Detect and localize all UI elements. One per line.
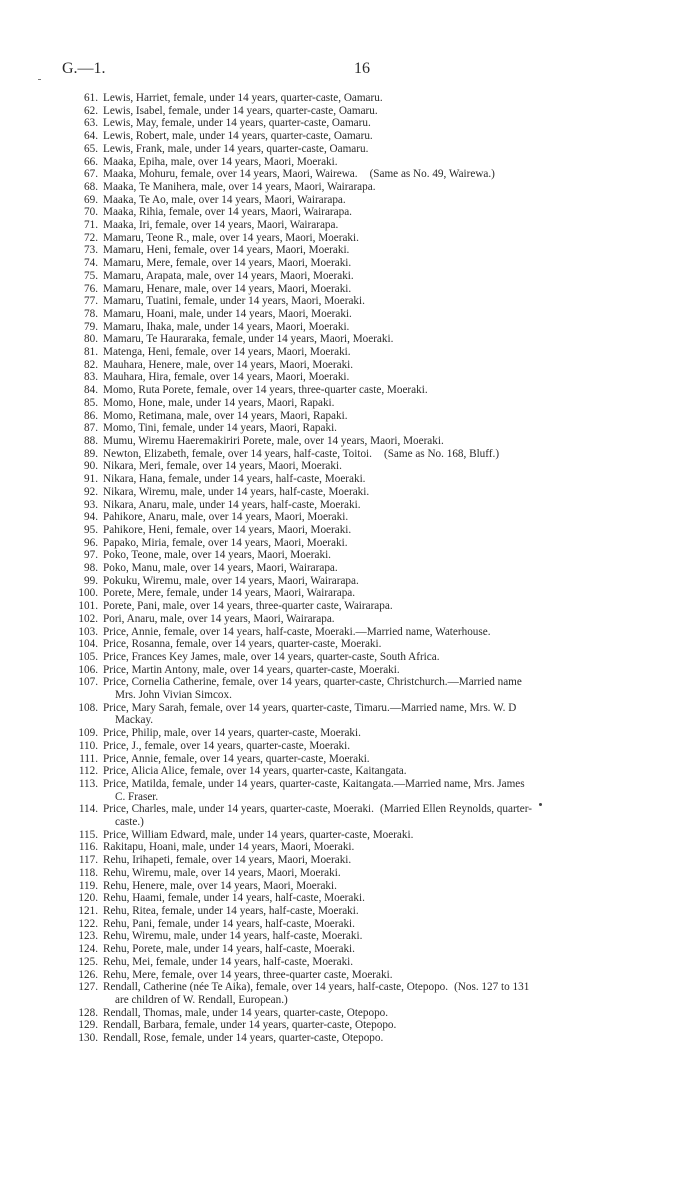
list-item: [62, 727, 682, 740]
entry-text: [103, 283, 682, 296]
entry-number: 61.: [84, 92, 98, 104]
list-item: [62, 397, 682, 410]
entry-main: Rehu, Pani, female, under 14 years, half-caste, Moeraki.: [103, 917, 355, 930]
entry-number: 91.: [84, 473, 98, 486]
entry-main: Rendall, Rose, female, under 14 years, quarter-caste, Otepopo.: [103, 1032, 384, 1045]
entry-main: Rendall, Catherine (née Te Aika), female, over 14 years, half-caste, Otepopo.: [103, 981, 449, 994]
entry-main: Momo, Tini, female, under 14 years, Maori, Rapaki.: [103, 422, 337, 435]
entry-text: [103, 905, 682, 918]
entry-number: 66.: [84, 155, 98, 168]
entry-main: Lewis, Frank, male, under 14 years, quarter-caste, Oamaru.: [103, 142, 369, 155]
entry-main: Pahikore, Heni, female, over 14 years, Maori, Moeraki.: [103, 523, 352, 536]
entry-main: Rehu, Henere, male, over 14 years, Maori, Moeraki.: [103, 879, 337, 892]
entry-number: 125.: [78, 955, 98, 968]
entry-main: Rehu, Wiremu, male, under 14 years, half-caste, Moeraki.: [103, 930, 363, 943]
entry-text: [103, 117, 682, 130]
list-item: [62, 905, 682, 918]
entry-text: [103, 156, 682, 169]
list-item: [62, 638, 682, 651]
entry-number: 116.: [78, 841, 98, 854]
entry-main: Nikara, Meri, female, over 14 years, Maori, Moeraki.: [103, 460, 342, 473]
entry-number: 113.: [78, 777, 98, 790]
entry-number: 130.: [78, 1032, 98, 1045]
margin-mark: [38, 79, 41, 80]
entry-note: (Same as No. 168, Bluff.): [383, 447, 500, 460]
entry-text: [103, 257, 682, 270]
list-item: [62, 575, 682, 588]
entry-number: 85.: [84, 396, 98, 409]
entry-main: Mamaru, Tuatini, female, under 14 years, Maori, Moeraki.: [103, 295, 365, 308]
entry-text: [103, 308, 682, 321]
entry-number: 105.: [78, 650, 98, 663]
entry-main: Pokuku, Wiremu, male, over 14 years, Maori, Wairarapa.: [103, 574, 359, 587]
entry-number: 82.: [84, 358, 98, 371]
entry-text: [103, 232, 682, 245]
entry-main: Lewis, Isabel, female, under 14 years, quarter-caste, Oamaru.: [103, 104, 378, 117]
list-item: [62, 206, 682, 219]
entry-text: [103, 384, 682, 397]
entry-text: [103, 981, 682, 1006]
list-item: [62, 359, 682, 372]
entry-text: [103, 892, 682, 905]
entry-text: [103, 486, 682, 499]
list-item: [62, 422, 682, 435]
entry-text: [103, 930, 682, 943]
entry-main: Rendall, Thomas, male, under 14 years, quarter-caste, Otepopo.: [103, 1006, 389, 1019]
entry-main: Poko, Teone, male, over 14 years, Maori, Moeraki.: [103, 549, 331, 562]
list-item: [62, 219, 682, 232]
entry-main: Momo, Retimana, male, over 14 years, Maori, Rapaki.: [103, 409, 348, 422]
entry-number: 127.: [78, 981, 98, 994]
entry-text: [103, 448, 682, 461]
list-item: [62, 956, 682, 969]
entry-main: Mamaru, Hoani, male, under 14 years, Maori, Moeraki.: [103, 307, 352, 320]
entry-main: Lewis, May, female, under 14 years, quarter-caste, Oamaru.: [103, 117, 371, 130]
list-item: [62, 486, 682, 499]
entry-number: 69.: [84, 193, 98, 206]
entry-continuation: caste.): [115, 816, 144, 829]
entry-text: [103, 435, 682, 448]
entry-main: Price, J., female, over 14 years, quarter-caste, Moeraki.: [103, 739, 351, 752]
entry-main: Maaka, Te Ao, male, over 14 years, Maori, Wairarapa.: [103, 193, 346, 206]
list-item: [62, 308, 682, 321]
list-item: [62, 117, 682, 130]
entry-text: [103, 473, 682, 486]
entry-number: 118.: [78, 866, 98, 879]
entry-text: [103, 600, 682, 613]
entry-text: [103, 778, 682, 803]
entry-main: Rakitapu, Hoani, male, under 14 years, Maori, Moeraki.: [103, 841, 355, 854]
entry-continuation: Mackay.: [115, 714, 154, 727]
list-item: [62, 295, 682, 308]
entry-number: 114.: [78, 803, 98, 816]
entry-number: 89.: [84, 447, 98, 460]
list-item: [62, 587, 682, 600]
entry-number: 102.: [78, 612, 98, 625]
entry-number: 84.: [84, 384, 98, 397]
entry-main: Price, Martin Antony, male, over 14 years, quarter-caste, Moeraki.: [103, 663, 400, 676]
entry-text: [103, 130, 682, 143]
list-item: [62, 778, 682, 803]
entry-text: [103, 460, 682, 473]
entry-text: [103, 626, 682, 639]
entry-text: [103, 270, 682, 283]
entry-number: 64.: [84, 130, 98, 143]
entry-number: 86.: [84, 409, 98, 422]
list-item: [62, 651, 682, 664]
entry-number: 106.: [78, 663, 98, 676]
entry-main: Mamaru, Mere, female, over 14 years, Maori, Moeraki.: [103, 257, 352, 270]
entry-main: Rehu, Haami, female, under 14 years, half-caste, Moeraki.: [103, 892, 365, 905]
list-item: [62, 702, 682, 727]
entry-continuation: are children of W. Rendall, European.): [115, 993, 288, 1006]
entry-text: [103, 562, 682, 575]
entry-main: Price, Annie, female, over 14 years, quarter-caste, Moeraki.: [103, 752, 370, 765]
entry-main: Price, Charles, male, under 14 years, quarter-caste, Moeraki.: [103, 803, 374, 816]
entry-main: Price, William Edward, male, under 14 years, quarter-caste, Moeraki.: [103, 828, 414, 841]
list-item: [62, 613, 682, 626]
entry-number: 65.: [84, 142, 98, 155]
entry-text: [103, 638, 682, 651]
entry-main: Nikara, Hana, female, under 14 years, half-caste, Moeraki.: [103, 473, 366, 486]
entry-text: [103, 422, 682, 435]
entry-text: [103, 346, 682, 359]
entry-main: Porete, Mere, female, under 14 years, Maori, Wairarapa.: [103, 587, 356, 600]
entry-text: [103, 397, 682, 410]
list-item: [62, 371, 682, 384]
list-item: [62, 600, 682, 613]
entry-number: 76.: [84, 282, 98, 295]
entry-main: Mamaru, Arapata, male, over 14 years, Maori, Moeraki.: [103, 269, 354, 282]
entry-number: 73.: [84, 244, 98, 257]
list-item: [62, 257, 682, 270]
entry-main: Rehu, Porete, male, under 14 years, half-caste, Moeraki.: [103, 943, 355, 956]
list-item: [62, 270, 682, 283]
entry-text: [103, 143, 682, 156]
entry-text: [103, 943, 682, 956]
entry-main: Porete, Pani, male, over 14 years, three-quarter caste, Wairarapa.: [103, 600, 393, 613]
entry-text: [103, 1007, 682, 1020]
list-item: [62, 92, 682, 105]
list-item: [62, 448, 682, 461]
page-header: [62, 60, 642, 80]
list-item: [62, 333, 682, 346]
entry-number: 62.: [84, 104, 98, 117]
entry-text: [103, 651, 682, 664]
list-item: [62, 524, 682, 537]
entry-main: Price, Rosanna, female, over 14 years, quarter-caste, Moeraki.: [103, 638, 382, 651]
list-item: [62, 130, 682, 143]
entry-number: 126.: [78, 968, 98, 981]
entry-text: [103, 105, 682, 118]
entry-number: 112.: [78, 765, 98, 778]
entry-number: 104.: [78, 638, 98, 651]
entry-main: Mamaru, Heni, female, over 14 years, Maori, Moeraki.: [103, 244, 350, 257]
entry-text: [103, 664, 682, 677]
entry-text: [103, 702, 682, 727]
entry-number: 128.: [78, 1006, 98, 1019]
list-item: [62, 841, 682, 854]
list-item: [62, 1007, 682, 1020]
list-item: [62, 194, 682, 207]
entry-text: [103, 753, 682, 766]
entry-number: 129.: [78, 1019, 98, 1032]
entry-number: 123.: [78, 930, 98, 943]
entry-text: [103, 168, 682, 181]
entry-main: Mamaru, Ihaka, male, under 14 years, Maori, Moeraki.: [103, 320, 350, 333]
entry-text: [103, 740, 682, 753]
entry-main: Momo, Hone, male, under 14 years, Maori, Rapaki.: [103, 396, 335, 409]
list-item: [62, 143, 682, 156]
entry-main: Mamaru, Teone R., male, over 14 years, Maori, Moeraki.: [103, 231, 359, 244]
entry-main: Price, Annie, female, over 14 years, half-caste, Moeraki.—Married name, Waterhouse.: [103, 625, 491, 638]
entry-main: Rehu, Wiremu, male, over 14 years, Maori, Moeraki.: [103, 866, 341, 879]
entry-text: [103, 410, 682, 423]
entry-text: [103, 880, 682, 893]
entry-main: Papako, Miria, female, over 14 years, Maori, Moeraki.: [103, 536, 348, 549]
list-item: [62, 460, 682, 473]
entry-number: 121.: [78, 905, 98, 917]
entry-main: Maaka, Rihia, female, over 14 years, Maori, Wairarapa.: [103, 206, 352, 219]
entry-main: Rehu, Mere, female, over 14 years, three-quarter caste, Moeraki.: [103, 968, 393, 981]
register-list: [62, 92, 682, 1045]
entry-text: [103, 194, 682, 207]
entry-main: Poko, Manu, male, over 14 years, Maori, Wairarapa.: [103, 562, 338, 575]
list-item: [62, 664, 682, 677]
list-item: [62, 346, 682, 359]
entry-text: [103, 206, 682, 219]
entry-number: 95.: [84, 523, 98, 536]
list-item: [62, 168, 682, 181]
entry-number: 83.: [84, 371, 98, 384]
entry-continuation: C. Fraser.: [115, 790, 159, 803]
list-item: [62, 765, 682, 778]
entry-main: Maaka, Iri, female, over 14 years, Maori, Wairarapa.: [103, 219, 339, 232]
entry-text: [103, 333, 682, 346]
list-item: [62, 384, 682, 397]
entry-note: (Nos. 127 to 131: [454, 981, 530, 994]
entry-number: 81.: [84, 346, 98, 359]
entry-text: [103, 956, 682, 969]
entry-number: 80.: [84, 333, 98, 346]
entry-number: 94.: [84, 511, 98, 524]
list-item: [62, 410, 682, 423]
entry-text: [103, 575, 682, 588]
entry-number: 90.: [84, 460, 98, 473]
entry-number: 120.: [78, 892, 98, 905]
entry-note: (Same as No. 49, Wairewa.): [369, 168, 495, 181]
entry-text: [103, 803, 682, 828]
entry-text: [103, 613, 682, 626]
entry-main: Pori, Anaru, male, over 14 years, Maori, Wairarapa.: [103, 612, 335, 625]
entry-number: 88.: [84, 434, 98, 447]
list-item: [62, 473, 682, 486]
entry-number: 99.: [84, 574, 98, 587]
list-item: [62, 283, 682, 296]
entry-number: 63.: [84, 117, 98, 130]
entry-text: [103, 92, 682, 105]
list-item: [62, 753, 682, 766]
entry-main: Rendall, Barbara, female, under 14 years, quarter-caste, Otepopo.: [103, 1019, 397, 1032]
list-item: [62, 854, 682, 867]
list-item: [62, 549, 682, 562]
entry-main: Mamaru, Te Hauraraka, female, under 14 years, Maori, Moeraki.: [103, 333, 394, 346]
entry-main: Lewis, Robert, male, under 14 years, quarter-caste, Oamaru.: [103, 130, 373, 143]
entry-text: [103, 371, 682, 384]
entry-main: Mauhara, Hira, female, over 14 years, Maori, Moeraki.: [103, 371, 350, 384]
entry-number: 101.: [78, 600, 98, 613]
entry-number: 96.: [84, 536, 98, 549]
entry-main: Matenga, Heni, female, over 14 years, Maori, Moeraki.: [103, 346, 351, 359]
list-item: [62, 981, 682, 1006]
entry-main: Momo, Ruta Porete, female, over 14 years, three-quarter caste, Moeraki.: [103, 384, 428, 397]
page-number: 16: [354, 60, 370, 77]
entry-main: Price, Cornelia Catherine, female, over 14 years, quarter-caste, Christchurch.—Married name: [103, 676, 522, 689]
entry-main: Price, Alicia Alice, female, over 14 years, quarter-caste, Kaitangata.: [103, 765, 407, 778]
entry-main: Newton, Elizabeth, female, over 14 years, half-caste, Toitoi.: [103, 447, 372, 460]
list-item: [62, 156, 682, 169]
entry-number: 74.: [84, 257, 98, 270]
entry-number: 111.: [79, 752, 98, 765]
entry-main: Pahikore, Anaru, male, over 14 years, Maori, Moeraki.: [103, 511, 349, 524]
list-item: [62, 562, 682, 575]
list-item: [62, 676, 682, 701]
entry-note: (Married Ellen Reynolds, quarter-: [379, 803, 532, 816]
list-item: [62, 918, 682, 931]
entry-number: 79.: [84, 320, 98, 333]
list-item: [62, 244, 682, 257]
entry-number: 78.: [84, 307, 98, 320]
entry-text: [103, 359, 682, 372]
entry-number: 75.: [84, 269, 98, 282]
list-item: [62, 435, 682, 448]
list-item: [62, 499, 682, 512]
entry-text: [103, 549, 682, 562]
list-item: [62, 740, 682, 753]
entry-text: [103, 1019, 682, 1032]
entry-number: 115.: [78, 828, 98, 841]
entry-main: Price, Matilda, female, under 14 years, quarter-caste, Kaitangata.—Married name, Mrs. James: [103, 777, 525, 790]
document-reference: G.—1.: [62, 60, 106, 77]
list-item: [62, 232, 682, 245]
entry-number: 109.: [78, 727, 98, 740]
entry-number: 72.: [84, 231, 98, 244]
entry-main: Mamaru, Henare, male, over 14 years, Maori, Moeraki.: [103, 282, 352, 295]
entry-text: [103, 511, 682, 524]
entry-main: Nikara, Wiremu, male, under 14 years, half-caste, Moeraki.: [103, 485, 370, 498]
list-item: [62, 867, 682, 880]
entry-main: Rehu, Ritea, female, under 14 years, half-caste, Moeraki.: [103, 905, 359, 917]
entry-number: 67.: [84, 168, 98, 181]
entry-text: [103, 676, 682, 701]
entry-text: [103, 295, 682, 308]
list-item: [62, 511, 682, 524]
entry-main: Maaka, Te Manihera, male, over 14 years, Maori, Wairarapa.: [103, 180, 376, 193]
entry-main: Price, Mary Sarah, female, over 14 years, quarter-caste, Timaru.—Married name, Mrs. W. D: [103, 701, 517, 714]
entry-number: 107.: [78, 676, 98, 689]
list-item: [62, 803, 682, 828]
entry-text: [103, 841, 682, 854]
entry-number: 124.: [78, 943, 98, 956]
list-item: [62, 1019, 682, 1032]
entry-number: 71.: [84, 219, 98, 232]
entry-number: 97.: [84, 549, 98, 562]
entry-number: 93.: [84, 498, 98, 511]
entry-main: Maaka, Epiha, male, over 14 years, Maori, Moeraki.: [103, 155, 338, 168]
entry-text: [103, 524, 682, 537]
list-item: [62, 1032, 682, 1045]
entry-text: [103, 219, 682, 232]
entry-main: Price, Frances Key James, male, over 14 years, quarter-caste, South Africa.: [103, 650, 440, 663]
entry-number: 68.: [84, 180, 98, 193]
entry-text: [103, 867, 682, 880]
entry-number: 70.: [84, 206, 98, 219]
list-item: [62, 943, 682, 956]
entry-text: [103, 765, 682, 778]
entry-number: 117.: [78, 854, 98, 867]
list-item: [62, 930, 682, 943]
entry-number: 87.: [84, 422, 98, 435]
list-item: [62, 829, 682, 842]
entry-number: 92.: [84, 485, 98, 498]
entry-text: [103, 499, 682, 512]
entry-text: [103, 727, 682, 740]
entry-main: Mumu, Wiremu Haeremakiriri Porete, male, over 14 years, Maori, Moeraki.: [103, 434, 444, 447]
entry-number: 108.: [78, 701, 98, 714]
entry-main: Lewis, Harriet, female, under 14 years, quarter-caste, Oamaru.: [103, 92, 383, 104]
list-item: [62, 880, 682, 893]
entry-number: 100.: [78, 587, 98, 600]
list-item: [62, 892, 682, 905]
entry-main: Nikara, Anaru, male, under 14 years, half-caste, Moeraki.: [103, 498, 361, 511]
list-item: [62, 626, 682, 639]
entry-text: [103, 321, 682, 334]
entry-text: [103, 1032, 682, 1045]
entry-main: Rehu, Mei, female, under 14 years, half-caste, Moeraki.: [103, 955, 354, 968]
entry-main: Rehu, Irihapeti, female, over 14 years, Maori, Moeraki.: [103, 854, 352, 867]
list-item: [62, 181, 682, 194]
list-item: [62, 537, 682, 550]
entry-text: [103, 537, 682, 550]
entry-number: 122.: [78, 917, 98, 930]
list-item: [62, 321, 682, 334]
entry-text: [103, 969, 682, 982]
entry-main: Maaka, Mohuru, female, over 14 years, Maori, Wairewa.: [103, 168, 358, 181]
entry-main: Mauhara, Henere, male, over 14 years, Maori, Moeraki.: [103, 358, 354, 371]
entry-number: 103.: [78, 625, 98, 638]
entry-text: [103, 918, 682, 931]
entry-continuation: Mrs. John Vivian Simcox.: [115, 689, 232, 702]
entry-text: [103, 181, 682, 194]
entry-number: 119.: [78, 879, 98, 892]
list-item: [62, 969, 682, 982]
entry-text: [103, 244, 682, 257]
entry-number: 110.: [78, 739, 98, 752]
entry-text: [103, 587, 682, 600]
entry-text: [103, 829, 682, 842]
list-item: [62, 105, 682, 118]
entry-number: 98.: [84, 562, 98, 575]
entry-number: 77.: [84, 295, 98, 308]
entry-text: [103, 854, 682, 867]
entry-main: Price, Philip, male, over 14 years, quarter-caste, Moeraki.: [103, 727, 361, 740]
